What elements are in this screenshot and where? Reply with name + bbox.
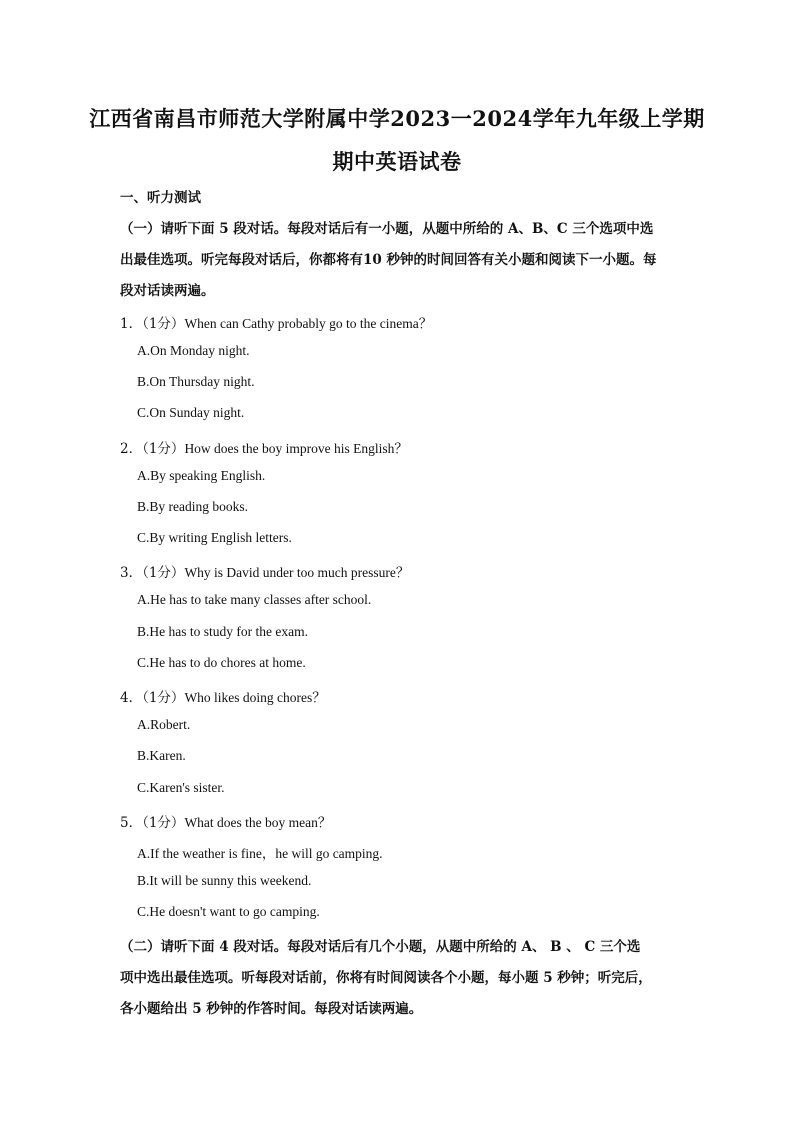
- question-text: When can Cathy probably go to the cinema？: [184, 316, 433, 331]
- option-b: B.Karen.: [137, 748, 186, 763]
- option-a: A.On Monday night.: [137, 343, 250, 358]
- option-c: C.By writing English letters.: [137, 530, 292, 545]
- part2-instruction-line: （二）请听下面 4 段对话。每段对话后有几个小题，从题中所给的 A、 B 、 C 三个选: [120, 939, 641, 955]
- part1-instruction-line: 段对话读两遍。: [120, 283, 215, 299]
- exam-title-line-2: 期中英语试卷: [332, 149, 462, 174]
- option-c: C.Karen's sister.: [137, 780, 225, 795]
- part2-instruction-line: 项中选出最佳选项。听每段对话前，你将有时间阅读各个小题，每小题 5 秒钟；听完后，: [120, 970, 652, 986]
- question-number: 2．（1分）: [120, 441, 185, 457]
- option-a: A.He has to take many classes after school.: [137, 592, 372, 607]
- question-number: 4．（1分）: [120, 690, 185, 706]
- option-a: A.If the weather is fine，he will go camping.: [137, 846, 383, 861]
- question-text: Who likes doing chores？: [184, 690, 326, 705]
- question-text: How does the boy improve his English？: [184, 441, 408, 456]
- part2-instruction-line: 各小题给出 5 秒钟的作答时间。每段对话读两遍。: [120, 1001, 423, 1017]
- question-4: [120, 686, 326, 706]
- part1-instruction-line: 出最佳选项。听完每段对话后，你都将有10 秒钟的时间回答有关小题和阅读下一小题。每: [120, 252, 657, 268]
- question-number: 3．（1分）: [120, 565, 185, 581]
- option-b: B.He has to study for the exam.: [137, 624, 308, 639]
- question-2: [120, 437, 408, 457]
- question-text: Why is David under too much pressure？: [184, 565, 410, 580]
- option-b: B.It will be sunny this weekend.: [137, 873, 312, 888]
- option-c: C.He has to do chores at home.: [137, 655, 306, 670]
- option-c: C.On Sunday night.: [137, 405, 245, 420]
- option-b: B.On Thursday night.: [137, 374, 255, 389]
- exam-title-line-1: 江西省南昌市师范大学附属中学2023一2024学年九年级上学期: [89, 106, 705, 131]
- question-5: [120, 811, 331, 831]
- part1-instruction-line: （一）请听下面 5 段对话。每段对话后有一小题，从题中所给的 A、B、C 三个选项中选: [120, 221, 654, 237]
- question-1: [120, 312, 432, 332]
- option-b: B.By reading books.: [137, 499, 248, 514]
- question-text: What does the boy mean？: [184, 815, 332, 830]
- section-heading-listening: 一、听力测试: [120, 190, 201, 206]
- question-3: [120, 561, 409, 581]
- question-number: 5．（1分）: [120, 815, 185, 831]
- option-a: A.Robert.: [137, 717, 191, 732]
- option-c: C.He doesn't want to go camping.: [137, 904, 320, 919]
- option-a: A.By speaking English.: [137, 468, 266, 483]
- question-number: 1．（1分）: [120, 316, 185, 332]
